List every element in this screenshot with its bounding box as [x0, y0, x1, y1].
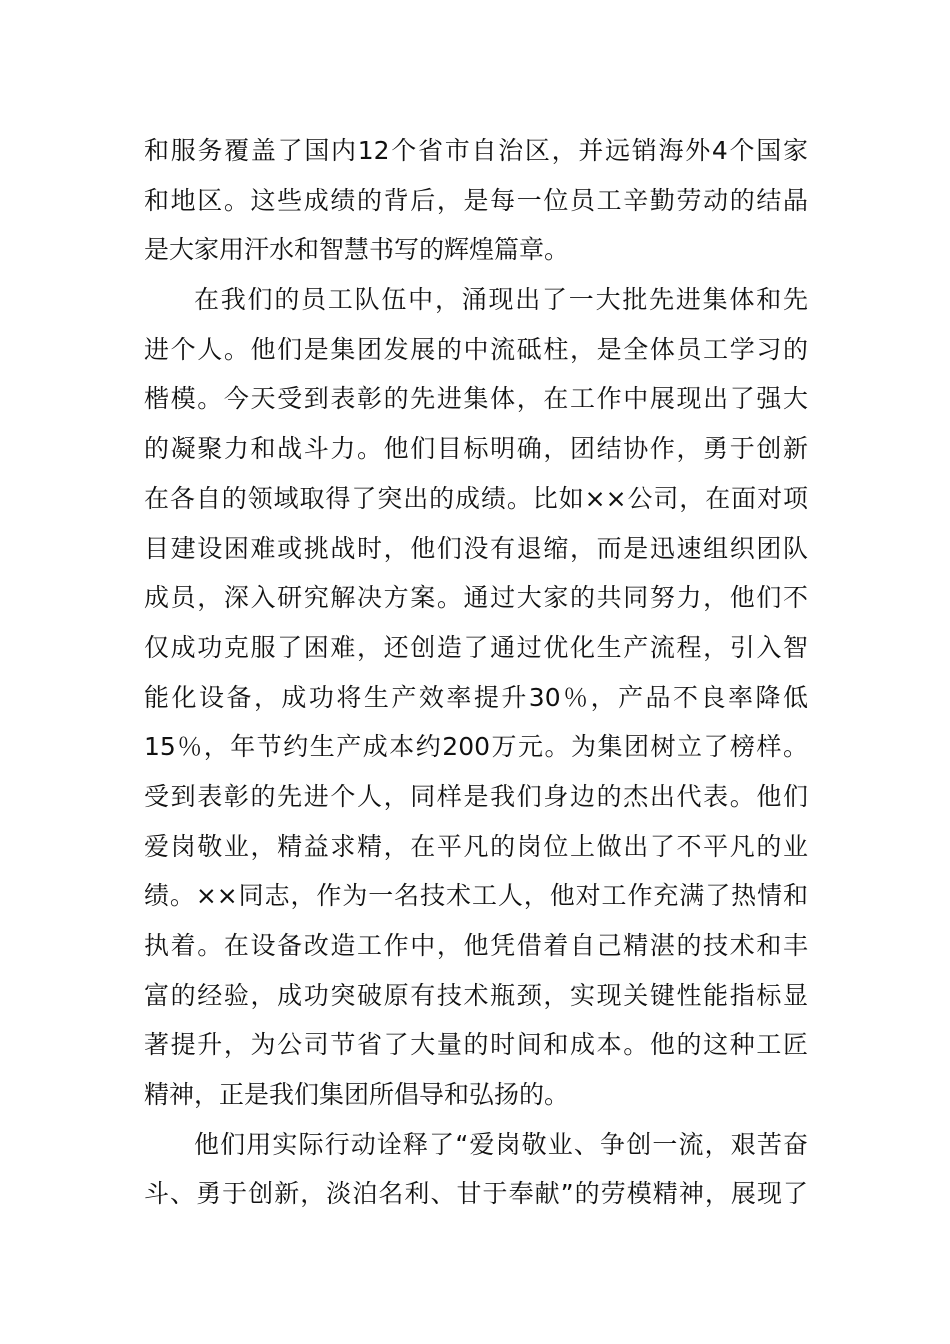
text-line: 仅成功克服了困难，还创造了通过优化生产流程，引入智: [144, 632, 808, 662]
text-line: 在我们的员工队伍中，涌现出了一大批先进集体和先: [194, 285, 808, 315]
body-text: [144, 126, 808, 1219]
text-line: 绩。××同志，作为一名技术工人，他对工作充满了热情和: [144, 881, 808, 911]
text-line: 富的经验，成功突破原有技术瓶颈，实现关键性能指标显: [144, 980, 808, 1010]
text-line: 的凝聚力和战斗力。他们目标明确，团结协作，勇于创新: [144, 434, 808, 464]
text-line: 成员，深入研究解决方案。通过大家的共同努力，他们不: [144, 583, 808, 613]
text-line: 和地区。这些成绩的背后，是每一位员工辛勤劳动的结晶: [144, 185, 808, 215]
text-line: 精神，正是我们集团所倡导和弘扬的。: [144, 1080, 570, 1110]
text-line: 他们用实际行动诠释了“爱岗敬业、争创一流，艰苦奋: [194, 1129, 808, 1159]
text-line: 15％，年节约生产成本约200万元。为集团树立了榜样。: [144, 732, 808, 762]
text-line: 受到表彰的先进个人，同样是我们身边的杰出代表。他们: [144, 781, 808, 811]
text-line: 斗、勇于创新，淡泊名利、甘于奉献”的劳模精神，展现了: [144, 1179, 808, 1209]
text-line: 进个人。他们是集团发展的中流砥柱，是全体员工学习的: [144, 334, 808, 364]
text-line: 执着。在设备改造工作中，他凭借着自己精湛的技术和丰: [144, 931, 808, 960]
text-line: 目建设困难或挑战时，他们没有退缩，而是迅速组织团队: [144, 533, 808, 563]
text-line: 是大家用汗水和智慧书写的辉煌篇章。: [144, 235, 570, 265]
text-line: 能化设备，成功将生产效率提升30％，产品不良率降低: [144, 682, 808, 712]
text-line: 在各自的领域取得了突出的成绩。比如××公司，在面对项: [144, 483, 808, 513]
text-line: 和服务覆盖了国内12个省市自治区，并远销海外4个国家: [144, 136, 808, 165]
text-line: 爱岗敬业，精益求精，在平凡的岗位上做出了不平凡的业: [144, 831, 808, 861]
text-line: 楷模。今天受到表彰的先进集体，在工作中展现出了强大: [144, 384, 808, 414]
text-line: 著提升，为公司节省了大量的时间和成本。他的这种工匠: [144, 1030, 808, 1060]
